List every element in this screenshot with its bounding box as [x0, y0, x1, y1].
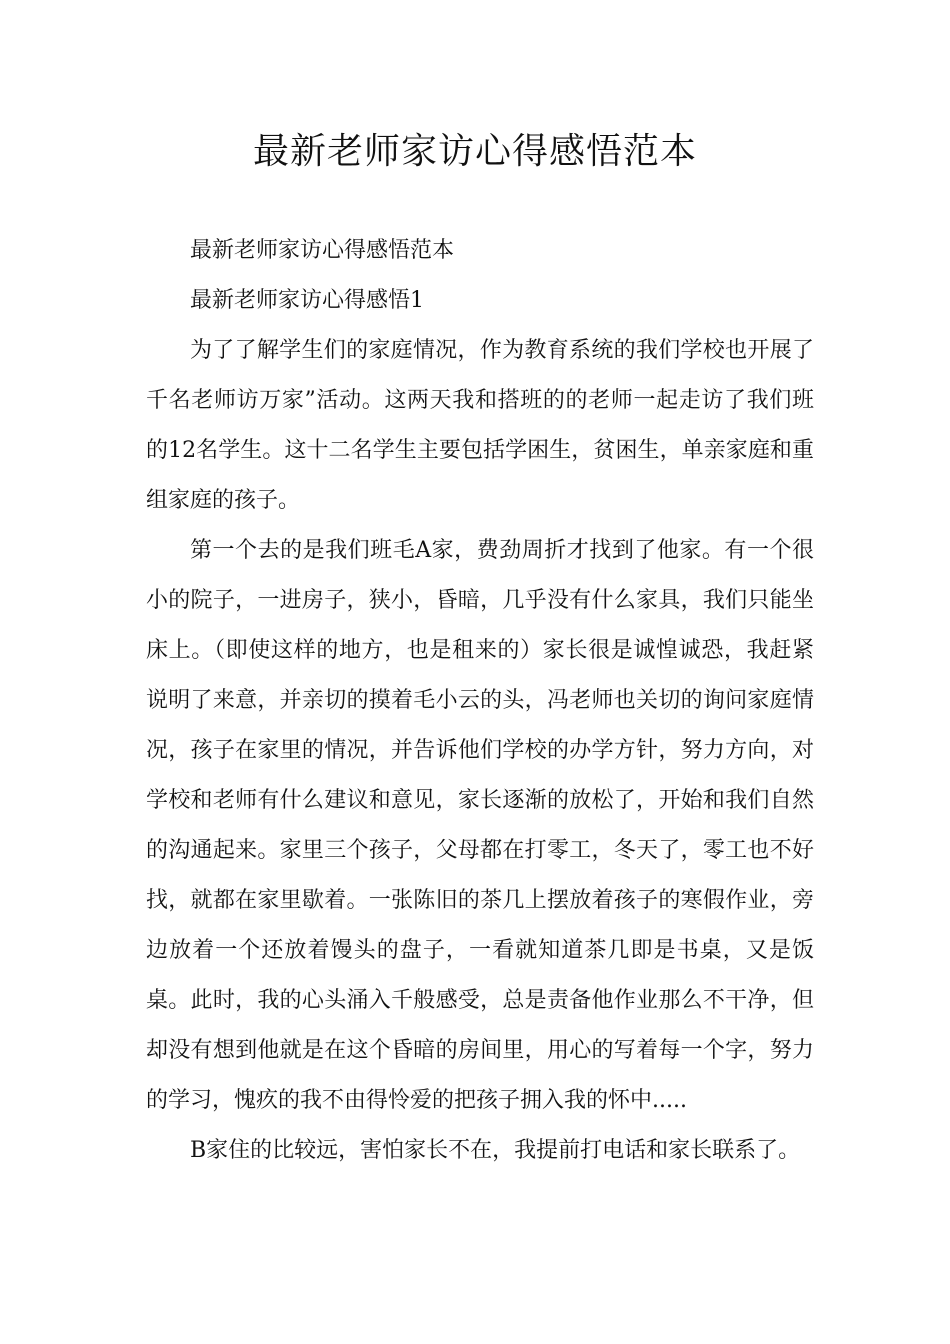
paragraph-visit-b: B家住的比较远，害怕家长不在，我提前打电话和家长联系了。	[190, 1138, 801, 1163]
paragraph-intro: 为了了解学生们的家庭情况，作为教育系统的我们学校也开展了千名老师访万家”活动。这两天我和搭班的的老师一起走访了我们班的12名学生。这十二名学生主要包括学困生，贫困生，单亲家庭和重组家庭的孩子。	[146, 338, 814, 513]
paragraph-subheading: 最新老师家访心得感悟1	[190, 288, 424, 313]
paragraph-heading: 最新老师家访心得感悟范本	[190, 238, 455, 263]
document-title: 最新老师家访心得感悟范本	[252, 131, 697, 172]
paragraph-visit-a: 第一个去的是我们班毛A家，费劲周折才找到了他家。有一个很小的院子，一进房子，狭小，昏暗，几乎没有什么家具，我们只能坐床上。（即使这样的地方，也是租来的）家长很是诚惶诚恐，我赶紧说明了来意，并亲切的摸着毛小云的头，冯老师也关切的询问家庭情况，孩子在家里的情况，并告诉他们学校的办学方针，努力方向，对学校和老师有什么建议和意见，家长逐渐的放松了，开始和我们自然的沟通起来。家里三个孩子，父母都在打零工，冬天了，零工也不好找，就都在家里歇着。一张陈旧的茶几上摆放着孩子的寒假作业，旁边放着一个还放着馒头的盘子，一看就知道茶几即是书桌，又是饭桌。此时，我的心头涌入千般感受，总是责备他作业那么不干净，但却没有想到他就是在这个昏暗的房间里，用心的写着每一个字，努力的学习，愧疚的我不由得怜爱的把孩子拥入我的怀中.....	[146, 538, 814, 1113]
document-body	[146, 226, 814, 1176]
